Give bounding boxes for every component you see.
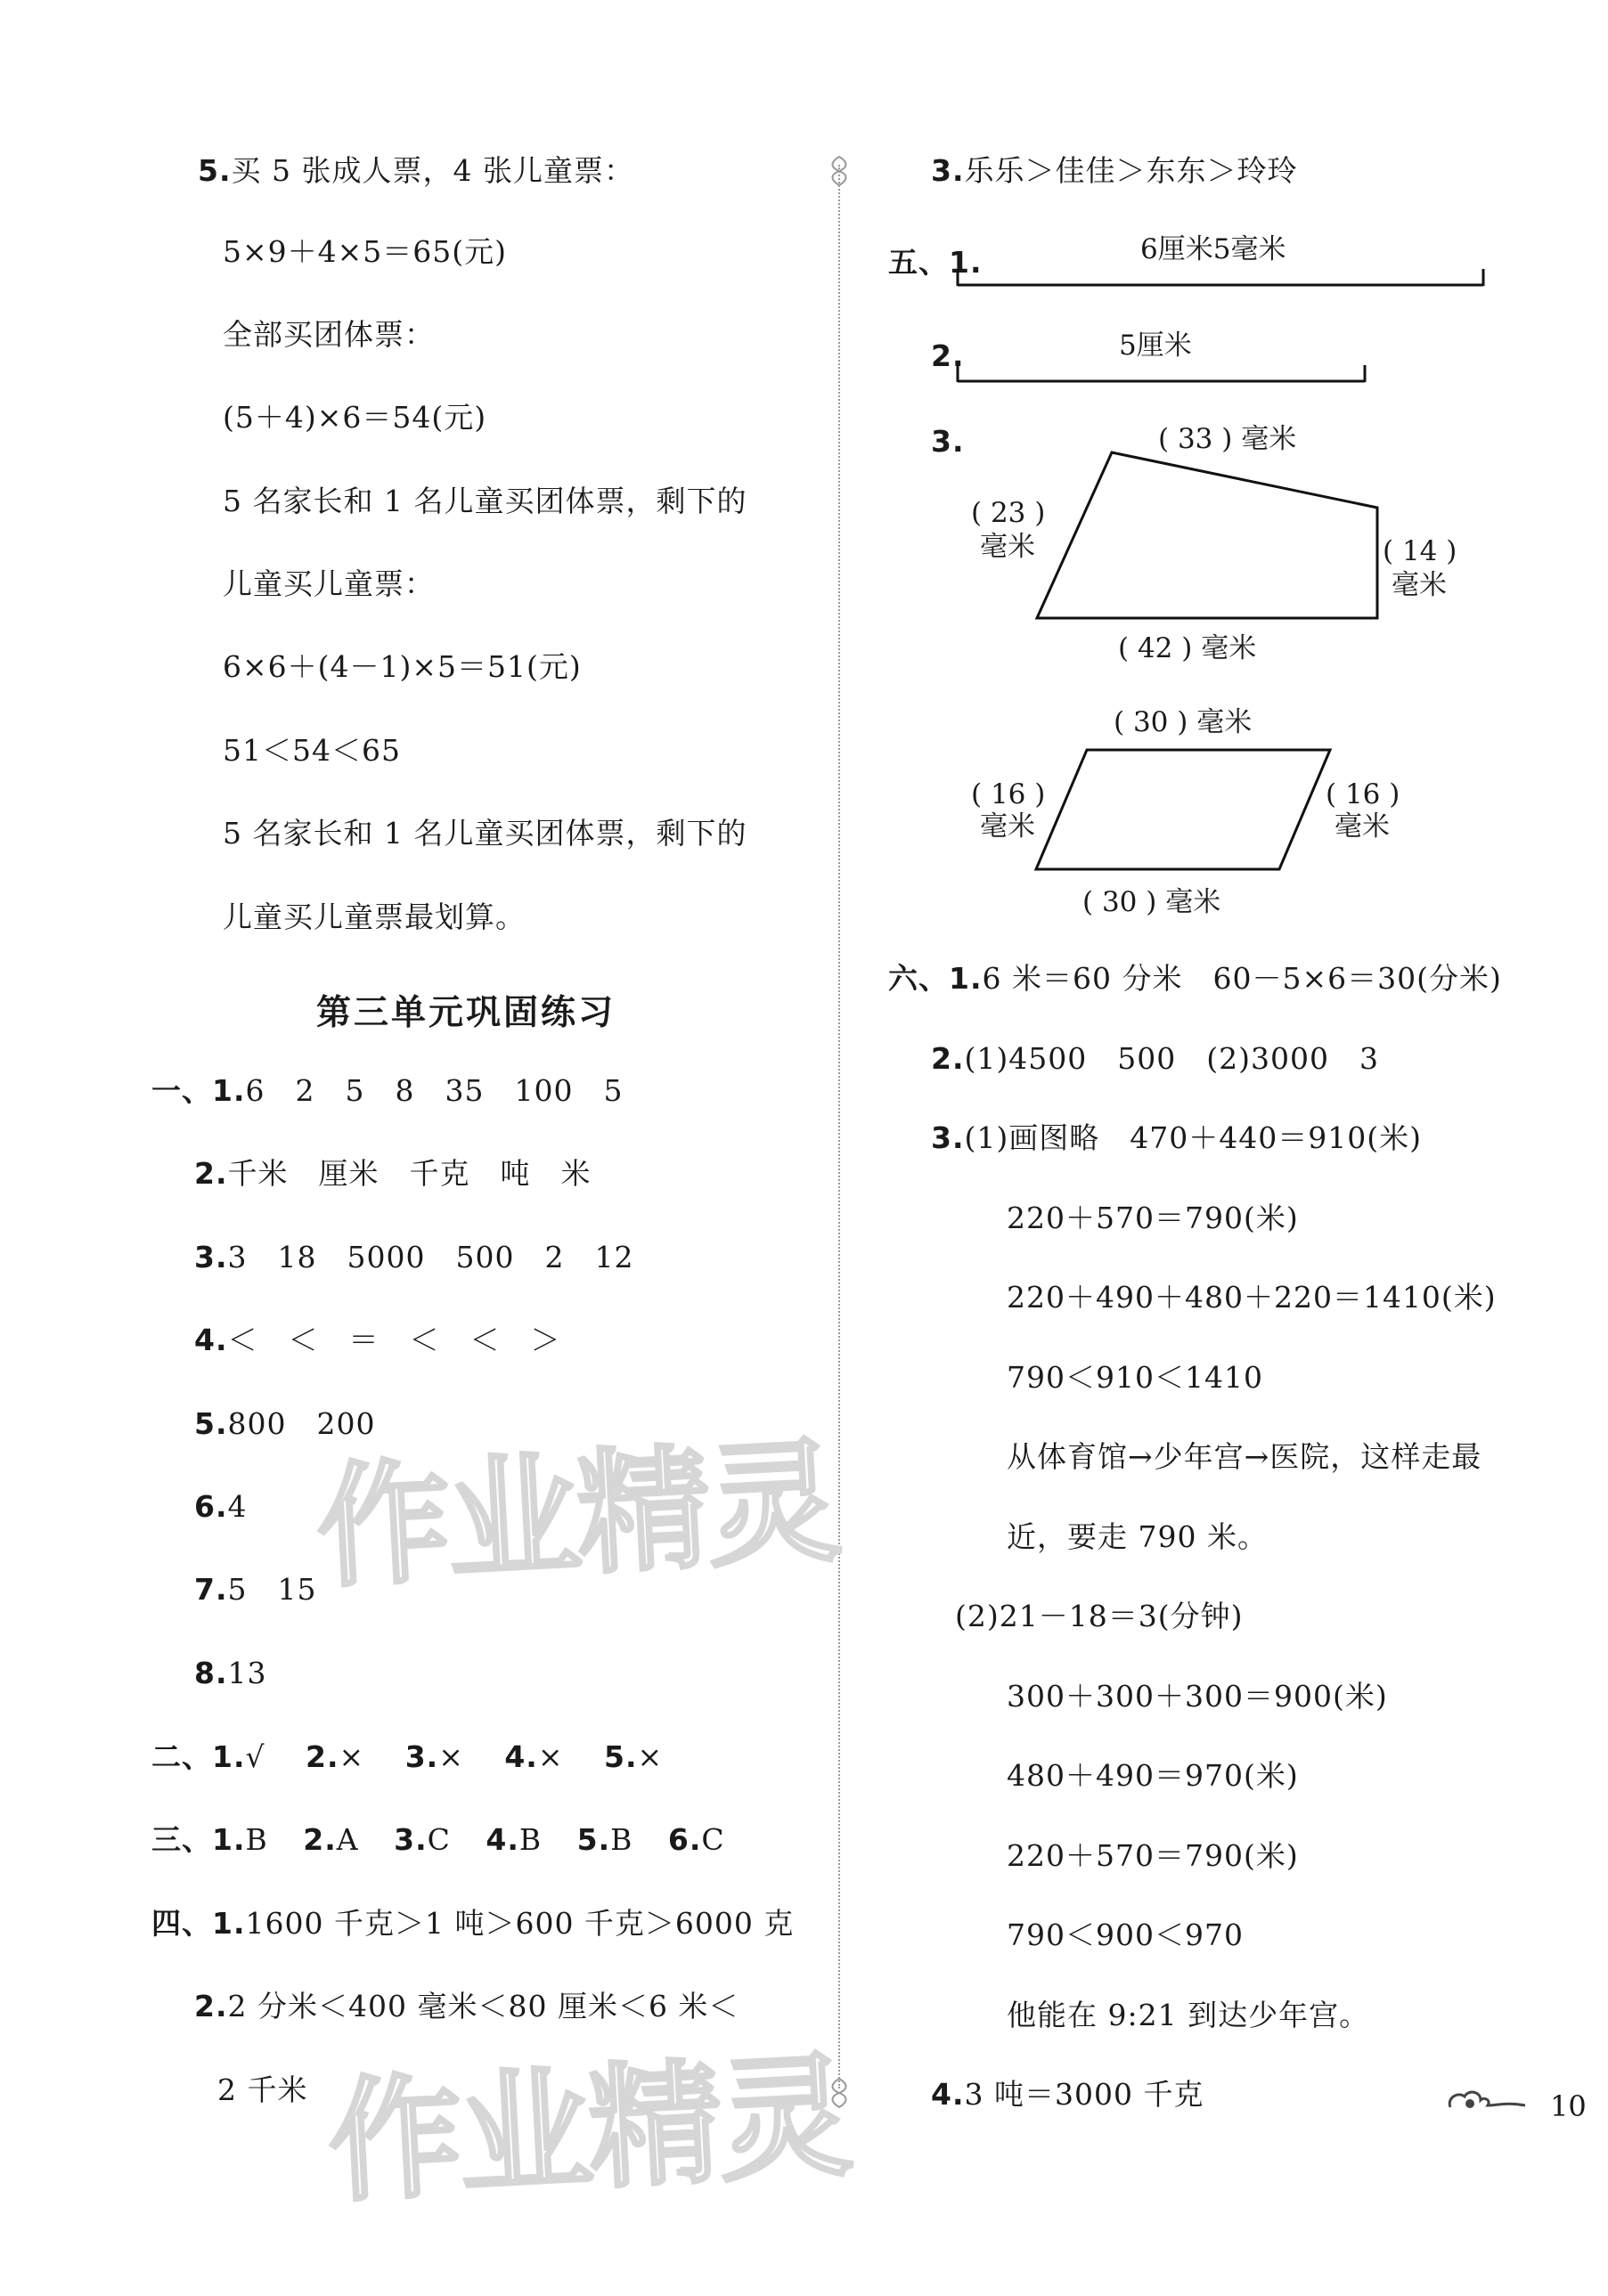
segment-2-label: 5厘米 xyxy=(1119,330,1192,362)
right-s6-q3-12: 他能在 9:21 到达少年宫。 xyxy=(1007,1998,1370,2032)
left-prob5-concl2: 儿童买儿童票最划算。 xyxy=(223,900,526,934)
left-s4-q2a-answer: 2 分米＜400 毫米＜80 厘米＜6 米＜ xyxy=(227,1989,739,2023)
left-s4-q2a xyxy=(194,1989,739,2024)
left-s3-a6: C xyxy=(701,1822,725,1857)
right-q3-number: 3. xyxy=(931,153,965,188)
para-right-value: ( 16 ) xyxy=(1326,778,1400,810)
column-divider xyxy=(838,165,840,2088)
left-s1-q2-answer: 千米 厘米 千克 吨 米 xyxy=(227,1156,592,1191)
right-s5-q3-label xyxy=(931,424,965,460)
right-s6-q3-11: 790＜900＜970 xyxy=(1007,1917,1244,1952)
left-s2-a4-number: 4. xyxy=(504,1739,538,1774)
left-s2-a2: × xyxy=(339,1739,365,1774)
right-s5-q2-number: 2. xyxy=(931,338,965,373)
left-s2-a3: × xyxy=(438,1739,464,1774)
para-left-unit: 毫米 xyxy=(980,810,1035,843)
right-s6-q3-1 xyxy=(931,1120,1422,1156)
quad-top-label: ( 33 ) 毫米 xyxy=(1158,423,1297,455)
divider-ornament-top-icon xyxy=(821,153,857,189)
left-s3-a3-number: 3. xyxy=(394,1822,428,1857)
left-s4-q2b: 2 千米 xyxy=(217,2072,308,2107)
left-s2-a3-number: 3. xyxy=(404,1739,439,1774)
left-s1-q3 xyxy=(194,1240,633,1275)
right-q3-line xyxy=(931,153,1298,189)
right-s6-q1 xyxy=(888,961,1502,997)
quad-right-unit: 毫米 xyxy=(1392,569,1447,601)
left-s3-a2: A xyxy=(336,1822,359,1857)
left-s1-q7-number: 7. xyxy=(194,1572,228,1607)
quad-right-value: ( 14 ) xyxy=(1383,535,1457,567)
left-s1-q5 xyxy=(194,1406,375,1442)
cloud-ornament-icon xyxy=(1443,2084,1532,2120)
left-prob5-calc3: 6×6＋(4－1)×5＝51(元) xyxy=(223,649,582,684)
left-s2-a4: × xyxy=(537,1739,564,1774)
left-s2-a5: × xyxy=(637,1739,664,1774)
segment-1-label: 6厘米5毫米 xyxy=(1140,233,1286,265)
left-s4-q2-number: 2. xyxy=(194,1989,228,2023)
right-s6-prefix: 六、 xyxy=(888,961,949,996)
left-s1-q3-answer: 3 18 5000 500 2 12 xyxy=(227,1240,634,1274)
left-prob5-calc1: 5×9＋4×5＝65(元) xyxy=(223,234,508,269)
left-s4-q1-answer: 1600 千克＞1 吨＞600 千克＞6000 克 xyxy=(245,1906,795,1941)
left-s1-q8-answer: 13 xyxy=(227,1656,267,1690)
left-prob5-calc2: (5＋4)×6＝54(元) xyxy=(223,400,487,435)
left-prob5-line xyxy=(198,153,634,189)
left-prob5-number: 5. xyxy=(198,153,232,188)
right-s6-q2-number: 2. xyxy=(931,1041,965,1076)
left-s2-a2-number: 2. xyxy=(306,1739,339,1774)
right-s5-prefix: 五、 xyxy=(888,245,949,280)
left-s4-prefix: 四、 xyxy=(151,1906,212,1941)
left-s1-q3-number: 3. xyxy=(194,1240,228,1274)
para-top-label: ( 30 ) 毫米 xyxy=(1114,706,1253,738)
left-s4-q1-number: 1. xyxy=(212,1906,246,1941)
left-s1-q4-answer: ＜ ＜ ＝ ＜ ＜ ＞ xyxy=(227,1323,561,1357)
left-s1-q1-answer: 6 2 5 8 35 100 5 xyxy=(245,1073,624,1108)
left-s2-a5-number: 5. xyxy=(604,1739,638,1774)
right-s6-q2 xyxy=(931,1041,1379,1077)
left-s1-q2-number: 2. xyxy=(194,1156,228,1191)
left-s1-q5-answer: 800 200 xyxy=(227,1406,376,1441)
quad-bottom-label: ( 42 ) 毫米 xyxy=(1118,632,1257,664)
left-prob5-mix1: 5 名家长和 1 名儿童买团体票，剩下的 xyxy=(223,484,747,518)
right-s5-q3-number: 3. xyxy=(931,424,965,459)
left-s2-a1: √ xyxy=(245,1739,265,1774)
left-s1-q5-number: 5. xyxy=(194,1406,228,1441)
quadrilateral-figure xyxy=(980,427,1408,650)
unit-title: 第三单元巩固练习 xyxy=(316,993,616,1033)
right-s6-q3-3: 220＋490＋480＋220＝1410(米) xyxy=(1007,1280,1497,1315)
left-prob5-concl1: 5 名家长和 1 名儿童买团体票，剩下的 xyxy=(223,816,747,851)
left-prob5-group-label: 全部买团体票： xyxy=(223,317,435,352)
right-s6-q1-number: 1. xyxy=(949,961,983,996)
left-s3-prefix: 三、 xyxy=(151,1822,212,1857)
left-s3-a5-number: 5. xyxy=(576,1822,611,1857)
right-s6-q4-number: 4. xyxy=(931,2077,965,2112)
right-s6-q3-8: 300＋300＋300＝900(米) xyxy=(1007,1679,1388,1714)
quad-left-unit: 毫米 xyxy=(980,531,1035,563)
parallelogram-figure xyxy=(1033,739,1345,882)
right-s6-q4-answer: 3 吨＝3000 千克 xyxy=(964,2077,1204,2112)
para-left-value: ( 16 ) xyxy=(971,778,1046,810)
page-number: 10 xyxy=(1550,2089,1587,2123)
left-s3-a2-number: 2. xyxy=(303,1822,337,1857)
right-s6-q3-10: 220＋570＝790(米) xyxy=(1007,1838,1299,1873)
right-s6-q4 xyxy=(931,2077,1204,2113)
right-s6-q3-9: 480＋490＝970(米) xyxy=(1007,1758,1299,1793)
right-s6-q1-answer: 6 米＝60 分米 60－5×6＝30(分米) xyxy=(982,961,1502,996)
right-s6-q2-answer: (1)4500 500 (2)3000 3 xyxy=(964,1041,1379,1076)
left-s3-a5: B xyxy=(610,1822,633,1857)
right-s6-q3-5: 从体育馆→少年宫→医院，这样走最 xyxy=(1007,1439,1482,1474)
left-s3-line xyxy=(151,1822,725,1858)
left-s3-a4: B xyxy=(518,1822,543,1857)
left-s3-a1-number: 1. xyxy=(212,1822,246,1857)
left-prob5-mix2: 儿童买儿童票： xyxy=(223,566,435,601)
left-s2-prefix: 二、 xyxy=(151,1739,212,1774)
left-s2-a1-number: 1. xyxy=(212,1739,246,1774)
right-s6-q3-number: 3. xyxy=(931,1120,965,1155)
right-s6-q3-4: 790＜910＜1410 xyxy=(1007,1360,1263,1395)
para-bottom-label: ( 30 ) 毫米 xyxy=(1082,886,1221,918)
right-s6-q3-1-answer: (1)画图略 470＋440＝910(米) xyxy=(964,1120,1422,1155)
left-s2-line xyxy=(151,1739,663,1775)
left-s1-q6-number: 6. xyxy=(194,1489,228,1524)
left-s3-a4-number: 4. xyxy=(486,1822,519,1857)
right-s6-q3-6: 近，要走 790 米。 xyxy=(1007,1519,1268,1554)
left-s1-q7-answer: 5 15 xyxy=(227,1572,317,1607)
left-s1-q1 xyxy=(151,1073,623,1109)
left-s1-q8-number: 8. xyxy=(194,1656,228,1690)
left-s1-q6-answer: 4 xyxy=(227,1489,248,1524)
left-prob5-text: 买 5 张成人票，4 张儿童票： xyxy=(231,153,634,188)
left-prob5-compare: 51＜54＜65 xyxy=(223,733,401,768)
para-right-unit: 毫米 xyxy=(1335,810,1390,843)
left-s1-q1-number: 1. xyxy=(212,1073,246,1108)
right-s6-q3-7: (2)21－18＝3(分钟) xyxy=(955,1599,1244,1633)
left-s1-q6 xyxy=(194,1489,248,1525)
right-s5-q1-number: 1. xyxy=(949,245,983,280)
left-s1-q8 xyxy=(194,1656,267,1691)
right-q3-answer: 乐乐＞佳佳＞东东＞玲玲 xyxy=(964,153,1298,188)
right-s6-q3-2: 220＋570＝790(米) xyxy=(1007,1201,1299,1235)
left-s3-a6-number: 6. xyxy=(667,1822,702,1857)
left-s1-q4-number: 4. xyxy=(194,1323,228,1357)
watermark-bottom: 作业精灵 xyxy=(324,2039,853,2222)
left-s1-prefix: 一、 xyxy=(151,1073,212,1108)
watermark-middle: 作业精灵 xyxy=(313,1424,841,1608)
left-s1-q4 xyxy=(194,1323,561,1358)
left-s4-q1 xyxy=(151,1906,794,1942)
left-s1-q7 xyxy=(194,1572,317,1608)
quad-left-value: ( 23 ) xyxy=(971,497,1046,529)
left-s3-a3: C xyxy=(427,1822,451,1857)
left-s3-a1: B xyxy=(245,1822,268,1857)
left-s1-q2 xyxy=(194,1156,592,1192)
